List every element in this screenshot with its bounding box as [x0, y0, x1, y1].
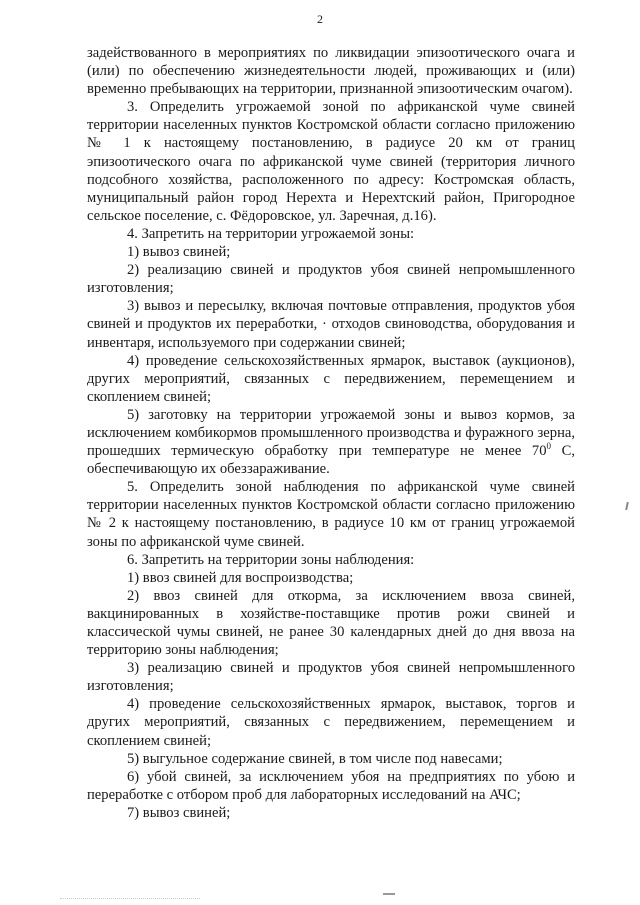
- document-body: [87, 44, 575, 822]
- list-item: 7) вывоз свиней;: [127, 804, 231, 821]
- paragraph-item-4: 4. Запретить на территории угрожаемой зоны:: [127, 225, 415, 242]
- paragraph-item-6: 6. Запретить на территории зоны наблюдения:: [127, 551, 415, 568]
- list-item: 5) выгульное содержание свиней, в том числе под навесами;: [127, 750, 503, 767]
- list-item: 4) проведение сельскохозяйственных ярмарок, выставок, торгов и других мероприятий, связанных с передвижением, перемещением и скоплением свиней;: [87, 696, 575, 749]
- list-item: 1) ввоз свиней для воспроизводства;: [127, 569, 354, 586]
- list-item: 1) вывоз свиней;: [127, 244, 231, 261]
- list-item: 2) ввоз свиней для откорма, за исключением ввоза свиней, вакцинированных в хозяйстве-поставщике против рожи свиней и классической чумы свиней, не ранее 30 календарных дней до дня ввоза на территорию зоны наблюдения;: [87, 587, 575, 659]
- list-item: 6) убой свиней, за исключением убоя на предприятиях по убою и переработке с отбором проб для лабораторных исследований на АЧС;: [87, 768, 575, 803]
- scan-mark: [625, 502, 629, 510]
- scan-mark: [383, 893, 395, 895]
- paragraph-item-5: 5. Определить зоной наблюдения по африканской чуме свиней территории населенных пунктов Костромской области согласно приложению № 2 к настоящему постановлению, в радиусе 10 км от границ угрожаемой зоны по африканской чуме свиней.: [87, 479, 575, 550]
- list-item: [87, 406, 575, 478]
- list-item-text-end: С, обеспечивающую их обеззараживание.: [87, 443, 575, 478]
- paragraph-continuation: задействованного в мероприятиях по ликвидации эпизоотического очага и (или) по обеспечению жизнедеятельности людей, проживающих и (или) временно пребывающих на территории, признанной эпизоотическим очагом).: [87, 45, 575, 98]
- list-item: 3) вывоз и пересылку, включая почтовые отправления, продуктов убоя свиней и продуктов их переработки, · отходов свиноводства, оборудования и инвентаря, используемого при содержании свиней;: [87, 298, 575, 351]
- list-item: 3) реализацию свиней и продуктов убоя свиней непромышленного изготовления;: [87, 660, 575, 695]
- page-number: 2: [317, 12, 323, 26]
- list-item-text: 5) заготовку на территории угрожаемой зоны и вывоз кормов, за исключением комбикормов промышленного производства и фуражного зерна, прошедших термическую обработку при температуре не менее 70: [87, 406, 575, 460]
- paragraph-item-3: 3. Определить угрожаемой зоной по африканской чуме свиней территории населенных пунктов Костромской области согласно приложению № 1 к настоящему постановлению, в радиусе 20 км от границ эпизоотического очага по африканской чуме свиней (территория личного подсобного хозяйства, расположенного по адресу: Костромская область, муниципальный район город Нерехта и Нерехтский район, Пригородное сельское поселение, с. Фёдоровское, ул. Заречная, д.16).: [87, 99, 575, 224]
- scan-edge-line: [60, 898, 200, 899]
- degree-superscript: 0: [546, 441, 552, 452]
- list-item: 4) проведение сельскохозяйственных ярмарок, выставок (аукционов), других мероприятий, связанных с передвижением, перемещением и скоплением свиней;: [87, 352, 575, 405]
- list-item: 2) реализацию свиней и продуктов убоя свиней непромышленного изготовления;: [87, 262, 575, 297]
